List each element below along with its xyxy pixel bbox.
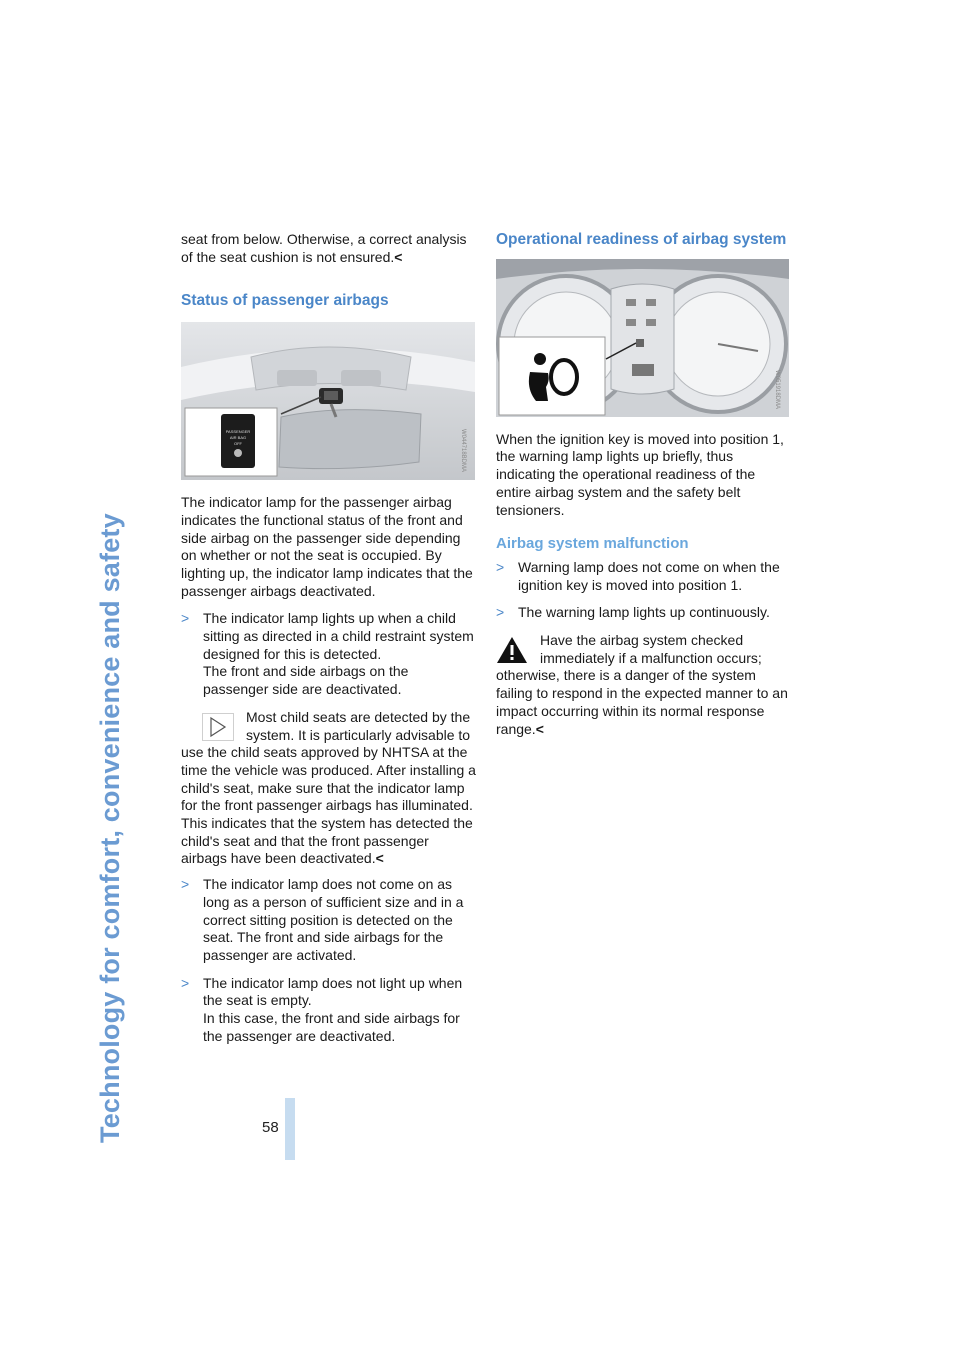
bullet-mark: > — [181, 610, 190, 627]
heading-airbag-system-malfunction: Airbag system malfunction — [496, 535, 689, 553]
ignition-paragraph: When the ignition key is moved into position 1, the warning lamp lights up briefly, thus indicating the operational readiness of the entire airbag system and the safety belt tensioners. — [496, 430, 784, 518]
bullet-mark: > — [181, 876, 190, 893]
intro-paragraph: seat from below. Otherwise, a correct analysis of the seat cushion is not ensured.< — [181, 231, 467, 265]
rearview-mirror-illustration — [181, 322, 475, 480]
indicator-text-line3: OFF — [234, 441, 242, 447]
heading-operational-readiness: Operational readiness of airbag system — [496, 231, 787, 248]
note-block: Most child seats are detected by the system. It is particularly advisable to use the child seats approved by NHTSA at the time the vehicle was produced. After installing a child's seat, make sure that the indicator lamp for the front passenger airbags has illuminated. This indicates that the system has detected the child's seat and that the front passenger airbags have been deactivated.< — [181, 708, 476, 867]
seat-icon — [234, 449, 242, 457]
warning-block: Have the airbag system checked immediately if a malfunction occurs; otherwise, there is a danger of the system failing to respond in the expected manner to an impact occurring within its normal response range.< — [496, 632, 788, 737]
bullet-mark: > — [496, 604, 505, 621]
page-number: 58 — [262, 1119, 279, 1136]
indicator-text-line1: PASSENGER — [225, 429, 251, 435]
figure-instrument-cluster — [496, 259, 789, 417]
bullet-mark: > — [181, 974, 190, 991]
warning-triangle-icon — [496, 636, 528, 664]
sidebar-chapter-title: Technology for comfort, convenience and safety — [95, 513, 125, 1143]
list-item: > The indicator lamp lights up when a child sitting as directed in a child restraint system designed for this is detected. The front and side airbags on the passenger side are deactivated. — [181, 610, 474, 698]
figure-code: W044718BDMA — [460, 429, 466, 473]
figure-passenger-airbag-indicator — [181, 322, 475, 480]
list-item: > The warning lamp lights up continuously. — [496, 604, 770, 621]
list-item: > The indicator lamp does not light up when the seat is empty. In this case, the front and side airbags for the passenger are deactivated. — [181, 974, 463, 1044]
page-marker-bar — [285, 1098, 295, 1160]
list-item: > Warning lamp does not come on when the ignition key is moved into position 1. — [496, 558, 780, 593]
heading-status-passenger-airbags: Status of passenger airbags — [181, 292, 389, 310]
end-mark: < — [535, 720, 544, 737]
end-mark: < — [394, 248, 403, 265]
indicator-text-line2: AIR BAG — [229, 435, 247, 441]
bullet-mark: > — [496, 558, 505, 575]
left-column — [181, 231, 477, 1056]
figure-code: W051918DMA — [774, 369, 780, 409]
instrument-cluster-illustration — [496, 259, 789, 417]
end-mark: < — [375, 850, 384, 867]
list-item: > The indicator lamp does not come on as long as a person of sufficient size and in a correct sitting position is detected on the seat. The front and side airbags for the passenger are activated. — [181, 876, 464, 963]
right-column — [496, 231, 792, 746]
indicator-lamp-paragraph: The indicator lamp for the passenger airbag indicates the functional status of the front and side airbag on the passenger side depending on whether or not the seat is occupied. By lighting up, the indicator lamp indicates that the passenger airbags deactivated. — [181, 494, 473, 599]
note-arrow-icon — [202, 713, 234, 741]
